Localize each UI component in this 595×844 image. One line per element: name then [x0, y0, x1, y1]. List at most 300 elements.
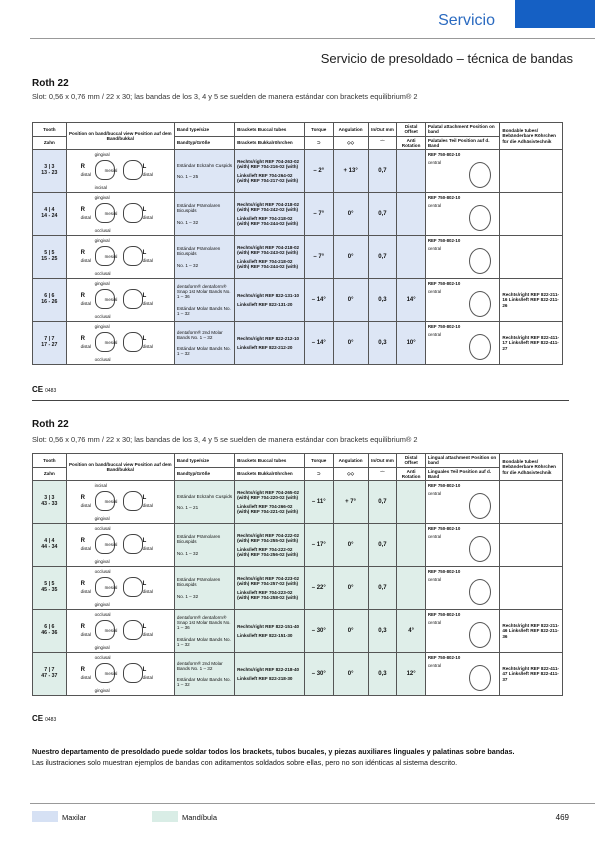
- distal-label-left: distal: [142, 675, 153, 681]
- ang-value: + 13°: [333, 150, 368, 193]
- attachment-ref: REF 750-802-10: [427, 612, 461, 618]
- band-type-cell: [174, 322, 234, 365]
- bracket-ref-right: Rechts/right REF 704-265-02 (with) REF 704-220-02 (with): [237, 490, 300, 501]
- left-marker: L: [142, 581, 147, 588]
- inout-value: 0,3: [368, 653, 397, 696]
- tooth-quadrant: 3 | 3: [44, 495, 55, 502]
- attachment-cell: [425, 481, 500, 524]
- tooth-quadrant: 7 | 7: [44, 336, 55, 343]
- band-type: Estándar Prämolaren Bicuspids: [176, 577, 221, 588]
- position-top-label: occlusal: [94, 612, 111, 618]
- brackets-cell: [235, 193, 305, 236]
- col-inout: In/Out mm: [368, 123, 397, 137]
- section-1-slot: Slot: 0,56 x 0,76 mm / 22 x 30; las bandas de los 3, 4 y 5 se suelden de manera estándar con brackets equilibrium® 2: [32, 92, 418, 101]
- bondable-cell: [500, 524, 563, 567]
- inout-value: 0,7: [368, 481, 397, 524]
- table-row: [33, 567, 563, 610]
- offset-value: 10°: [397, 322, 425, 365]
- tooth-quadrant: 6 | 6: [44, 624, 55, 631]
- right-marker: R: [80, 250, 86, 257]
- band-type-cell: [174, 481, 234, 524]
- col-bandtyp: Bandtyp/Größe: [174, 467, 234, 481]
- ang-value: + 7°: [333, 481, 368, 524]
- band-type-cell: [174, 524, 234, 567]
- bracket-ref-right: Rechts/right REF 822-151-40: [237, 624, 300, 630]
- tooth-outline-icon: [123, 534, 143, 554]
- attachment-pos: central: [427, 491, 441, 497]
- inout-value: 0,3: [368, 322, 397, 365]
- bracket-ref-left: Links/left REF 822-218-30: [237, 675, 293, 681]
- bracket-ref-left: Links/left REF 704-222-02 (with) REF 704-256-02 (with): [237, 546, 299, 557]
- left-marker: L: [142, 293, 147, 300]
- bracket-ref-left: Links/left REF 704-218-02 (with) REF 704-244-02 (with): [237, 215, 299, 226]
- col-rotation: Anti Rotation: [397, 136, 425, 150]
- position-bottom-label: occlusal: [94, 314, 111, 320]
- torque-value: – 2°: [304, 150, 333, 193]
- bracket-ref-right: Rechts/right REF 822-218-40: [237, 667, 300, 673]
- tooth-cell: [33, 481, 67, 524]
- left-marker: L: [142, 207, 147, 214]
- band-size: No. 1 – 32: [176, 262, 199, 268]
- tooth-cell: [33, 279, 67, 322]
- distal-label-right: distal: [80, 632, 91, 638]
- col-brackets: Brackets Buccal tubes: [235, 123, 305, 137]
- distal-label-left: distal: [142, 258, 153, 264]
- ang-value: 0°: [333, 236, 368, 279]
- table-row: [33, 236, 563, 279]
- attachment-cell: [425, 322, 500, 365]
- col-torque: Torque: [304, 454, 333, 468]
- table-row: [33, 653, 563, 696]
- tooth-outline-icon: [123, 246, 143, 266]
- ang-value: 0°: [333, 567, 368, 610]
- bracket-ref-right: Rechts/right REF 704-218-02 (with) REF 704-242-02 (with): [237, 202, 300, 213]
- left-marker: L: [142, 164, 147, 171]
- right-marker: R: [80, 581, 86, 588]
- attachment-position: [428, 238, 498, 276]
- bondable-cell: Rechts/right REF 822-411-47 Links/left REF 822-411-37: [500, 653, 563, 696]
- mesial-label: mesial: [104, 211, 118, 217]
- position-bottom-label: gingival: [94, 645, 110, 651]
- position-cell: [66, 610, 174, 653]
- attachment-position: [428, 526, 498, 564]
- band-size: Estándar Molar Bands No. 1 – 32: [176, 636, 231, 648]
- distal-label-right: distal: [80, 172, 91, 178]
- bondable-cell: [500, 236, 563, 279]
- band-type-cell: [174, 279, 234, 322]
- col-offset: Distal Offset: [397, 454, 425, 468]
- band-type-cell: [174, 610, 234, 653]
- legend-swatch-maxilar: [32, 811, 58, 822]
- inout-icon: ⌒: [368, 467, 397, 481]
- position-bottom-label: gingival: [94, 688, 110, 694]
- band-type-cell: [174, 150, 234, 193]
- band-type: dentaform® dentaform® Snap 1st Molar Bands No. 1 – 36: [176, 614, 231, 631]
- offset-value: [397, 236, 425, 279]
- attachment-pos: central: [427, 534, 441, 540]
- ce-mark-1: CE 0483: [32, 385, 57, 394]
- note-normal: Las ilustraciones solo muestran ejemplos de bandas con aditamentos soldados sobre ellas, pero no son idénticas al sistema descrito.: [32, 758, 458, 767]
- ang-value: 0°: [333, 524, 368, 567]
- inout-value: 0,3: [368, 610, 397, 653]
- tooth-oval-icon: [469, 291, 491, 317]
- attachment-cell: [425, 193, 500, 236]
- ang-value: 0°: [333, 279, 368, 322]
- tooth-outline-icon: [123, 289, 143, 309]
- left-marker: L: [142, 495, 147, 502]
- band-type: dentaform® 2nd Molar Bands No. 1 – 32: [176, 329, 223, 340]
- tooth-oval-icon: [469, 665, 491, 691]
- tooth-cell: [33, 567, 67, 610]
- bondable-cell: Rechts/right REF 822-211-46 Links/left REF 822-211-36: [500, 610, 563, 653]
- tooth-quadrant: 5 | 5: [44, 250, 55, 257]
- col-tooth: Tooth: [33, 123, 67, 137]
- bracket-ref-left: Links/left REF 822-131-20: [237, 301, 293, 307]
- col-attachment: Palatal attachment Position on band: [425, 123, 500, 137]
- distal-label-right: distal: [80, 546, 91, 552]
- position-bottom-label: occlusal: [94, 357, 111, 363]
- band-position-diagram: [69, 324, 172, 362]
- attachment-cell: [425, 236, 500, 279]
- tooth-outline-icon: [123, 620, 143, 640]
- attachment-position: [428, 195, 498, 233]
- band-position-diagram: [69, 152, 172, 190]
- section-1-title: Roth 22: [32, 78, 69, 89]
- tooth-oval-icon: [469, 536, 491, 562]
- position-top-label: gingival: [94, 281, 110, 287]
- col-attachment-de: Linguales Teil Position auf d. Band: [425, 467, 500, 481]
- offset-value: 14°: [397, 279, 425, 322]
- torque-value: – 7°: [304, 236, 333, 279]
- torque-value: – 17°: [304, 524, 333, 567]
- legend-swatch-mandibula: [152, 811, 178, 822]
- distal-label-right: distal: [80, 503, 91, 509]
- mesial-label: mesial: [104, 585, 118, 591]
- tooth-outline-icon: [123, 203, 143, 223]
- tooth-oval-icon: [469, 493, 491, 519]
- col-attachment-de: Palatales Teil Position auf d. Band: [425, 136, 500, 150]
- bracket-ref-left: Links/left REF 822-212-20: [237, 344, 293, 350]
- tooth-outline-icon: [123, 491, 143, 511]
- tooth-oval-icon: [469, 579, 491, 605]
- col-bandtyp: Bandtyp/Größe: [174, 136, 234, 150]
- bondable-cell: Rechts/right REF 822-211-16 Links/left REF 822-211-26: [500, 279, 563, 322]
- col-attachment: Lingual attachment Position on band: [425, 454, 500, 468]
- position-cell: [66, 322, 174, 365]
- tooth-number: 47 - 37: [41, 673, 58, 680]
- torque-value: – 30°: [304, 610, 333, 653]
- inout-icon: ⌒: [368, 136, 397, 150]
- band-type: Estándar Prämolaren Bicuspids: [176, 534, 221, 545]
- distal-label-left: distal: [142, 589, 153, 595]
- tooth-quadrant: 5 | 5: [44, 581, 55, 588]
- position-top-label: gingival: [94, 238, 110, 244]
- left-marker: L: [142, 624, 147, 631]
- offset-value: [397, 150, 425, 193]
- col-bondable: Bondable tubes/ Bebänderbare Röhrchen für die Adhäsivtechnik: [500, 123, 563, 150]
- distal-label-left: distal: [142, 546, 153, 552]
- bracket-ref-left: Links/left REF 704-266-02 (with) REF 704-221-02 (with): [237, 503, 299, 514]
- offset-value: [397, 481, 425, 524]
- band-size: No. 1 – 21: [176, 505, 199, 511]
- attachment-cell: [425, 279, 500, 322]
- position-top-label: gingival: [94, 152, 110, 158]
- brackets-cell: [235, 653, 305, 696]
- offset-value: [397, 567, 425, 610]
- mesial-label: mesial: [104, 340, 118, 346]
- distal-label-left: distal: [142, 172, 153, 178]
- band-size: No. 1 – 25: [176, 174, 199, 180]
- tooth-outline-icon: [123, 160, 143, 180]
- col-tooth: Tooth: [33, 454, 67, 468]
- bracket-ref-right: Rechts/right REF 822-212-10: [237, 336, 300, 342]
- attachment-position: [428, 281, 498, 319]
- tooth-cell: [33, 150, 67, 193]
- tooth-number: 17 - 27: [41, 342, 58, 349]
- distal-label-right: distal: [80, 675, 91, 681]
- attachment-position: [428, 152, 498, 190]
- ce-mark-2: CE 0483: [32, 714, 57, 723]
- position-top-label: occlusal: [94, 655, 111, 661]
- band-position-diagram: [69, 569, 172, 607]
- inout-value: 0,7: [368, 567, 397, 610]
- attachment-pos: central: [427, 246, 441, 252]
- inout-value: 0,7: [368, 236, 397, 279]
- band-type-cell: [174, 236, 234, 279]
- band-type: dentaform® dentaform® Snap 1st Molar Bands No. 1 – 36: [176, 283, 231, 300]
- attachment-ref: REF 750-802-10: [427, 526, 461, 532]
- tooth-number: 16 - 26: [41, 299, 58, 306]
- position-cell: [66, 193, 174, 236]
- tooth-oval-icon: [469, 622, 491, 648]
- tooth-number: 45 - 35: [41, 587, 58, 594]
- distal-label-left: distal: [142, 632, 153, 638]
- distal-label-left: distal: [142, 503, 153, 509]
- bracket-ref-left: Links/left REF 704-223-02 (with) REF 704-258-02 (with): [237, 589, 299, 600]
- band-position-diagram: [69, 281, 172, 319]
- tooth-number: 15 - 25: [41, 256, 58, 263]
- attachment-pos: central: [427, 289, 441, 295]
- bracket-ref-left: Links/left REF 704-264-02 (with) REF 704-217-02 (with): [237, 172, 299, 183]
- bracket-ref-right: Rechts/right REF 704-223-02 (with) REF 704-257-02 (with): [237, 576, 300, 587]
- left-marker: L: [142, 250, 147, 257]
- attachment-cell: [425, 150, 500, 193]
- band-type: Estándar Prämolaren Bicuspids: [176, 203, 221, 214]
- attachment-cell: [425, 653, 500, 696]
- table-row: [33, 150, 563, 193]
- attachment-pos: central: [427, 203, 441, 209]
- right-marker: R: [80, 164, 86, 171]
- table-row: [33, 279, 563, 322]
- mesial-label: mesial: [104, 628, 118, 634]
- distal-label-right: distal: [80, 301, 91, 307]
- right-marker: R: [80, 495, 86, 502]
- col-angulation: Angulation: [333, 123, 368, 137]
- attachment-cell: [425, 567, 500, 610]
- col-offset: Distal Offset: [397, 123, 425, 137]
- mesial-label: mesial: [104, 168, 118, 174]
- tooth-number: 46 - 36: [41, 630, 58, 637]
- attachment-ref: REF 750-802-10: [427, 324, 461, 330]
- position-cell: [66, 653, 174, 696]
- mesial-label: mesial: [104, 297, 118, 303]
- left-marker: L: [142, 667, 147, 674]
- mesial-label: mesial: [104, 254, 118, 260]
- position-top-label: occlusal: [94, 569, 111, 575]
- attachment-ref: REF 750-802-10: [427, 483, 461, 489]
- angulation-icon: ◇◇: [333, 136, 368, 150]
- attachment-ref: REF 750-802-10: [427, 281, 461, 287]
- mesial-label: mesial: [104, 542, 118, 548]
- right-marker: R: [80, 336, 86, 343]
- section-2-slot: Slot: 0,56 x 0,76 mm / 22 x 30; las bandas de los 3, 4 y 5 se suelden de manera estándar con brackets equilibrium® 2: [32, 435, 418, 444]
- inout-value: 0,7: [368, 193, 397, 236]
- col-brackets: Brackets Buccal tubes: [235, 454, 305, 468]
- position-top-label: gingival: [94, 324, 110, 330]
- col-brackets-de: Brackets Bukkalröhrchen: [235, 136, 305, 150]
- section-title: Servicio: [438, 12, 495, 29]
- right-marker: R: [80, 624, 86, 631]
- inout-value: 0,7: [368, 150, 397, 193]
- col-zahn: Zahn: [33, 136, 67, 150]
- tooth-oval-icon: [469, 334, 491, 360]
- tooth-oval-icon: [469, 205, 491, 231]
- brackets-cell: [235, 610, 305, 653]
- section-divider: [32, 400, 569, 401]
- torque-value: – 14°: [304, 279, 333, 322]
- attachment-pos: central: [427, 620, 441, 626]
- bracket-ref-left: Links/left REF 704-218-02 (with) REF 704-244-02 (with): [237, 258, 299, 269]
- tooth-oval-icon: [469, 162, 491, 188]
- torque-value: – 30°: [304, 653, 333, 696]
- distal-label-left: distal: [142, 344, 153, 350]
- col-rotation: Anti Rotation: [397, 467, 425, 481]
- band-type: Estándar Eckzahn Cuspids: [176, 493, 233, 499]
- left-marker: L: [142, 336, 147, 343]
- attachment-cell: [425, 610, 500, 653]
- band-type: dentaform® 2nd Molar Bands No. 1 – 32: [176, 660, 223, 671]
- position-bottom-label: gingival: [94, 516, 110, 522]
- ang-value: 0°: [333, 322, 368, 365]
- band-size: Estándar Molar Bands No. 1 – 32: [176, 677, 231, 688]
- col-position: Position on band/buccal view Position auf dem Band/bukkal: [66, 454, 174, 481]
- position-cell: [66, 150, 174, 193]
- brackets-cell: [235, 236, 305, 279]
- col-angulation: Angulation: [333, 454, 368, 468]
- right-marker: R: [80, 293, 86, 300]
- left-marker: L: [142, 538, 147, 545]
- band-type: Estándar Eckzahn Cuspids: [176, 162, 233, 168]
- spec-table-mandibula: [32, 453, 563, 696]
- attachment-position: [428, 324, 498, 362]
- distal-label-right: distal: [80, 589, 91, 595]
- attachment-pos: central: [427, 160, 441, 166]
- attachment-position: [428, 483, 498, 521]
- page-number: 469: [555, 813, 569, 822]
- right-marker: R: [80, 667, 86, 674]
- header-divider: [30, 38, 595, 39]
- bondable-cell: Rechts/right REF 822-411-17 Links/left REF 822-411-27: [500, 322, 563, 365]
- attachment-pos: central: [427, 332, 441, 338]
- bondable-cell: [500, 193, 563, 236]
- page-subtitle: Servicio de presoldado – técnica de bandas: [320, 51, 573, 66]
- table-row: [33, 481, 563, 524]
- attachment-cell: [425, 524, 500, 567]
- offset-value: 4°: [397, 610, 425, 653]
- section-2-title: Roth 22: [32, 419, 69, 430]
- band-size: Estándar Molar Bands No. 1 – 32: [176, 305, 231, 317]
- position-cell: [66, 279, 174, 322]
- brackets-cell: [235, 322, 305, 365]
- bracket-ref-right: Rechts/right REF 704-222-02 (with) REF 704-255-02 (with): [237, 533, 300, 544]
- header-accent-block: [515, 0, 595, 28]
- brackets-cell: [235, 567, 305, 610]
- note-bold: Nuestro departamento de presoldado puede soldar todos los brackets, tubos bucales, y piezas auxiliares linguales y palatinas sobre bandas.: [32, 747, 515, 756]
- tooth-cell: [33, 653, 67, 696]
- band-type-cell: [174, 567, 234, 610]
- torque-value: – 22°: [304, 567, 333, 610]
- brackets-cell: [235, 481, 305, 524]
- tooth-outline-icon: [123, 663, 143, 683]
- attachment-ref: REF 750-802-10: [427, 238, 461, 244]
- tooth-number: 44 - 34: [41, 544, 58, 551]
- tooth-number: 43 - 33: [41, 501, 58, 508]
- distal-label-right: distal: [80, 258, 91, 264]
- position-cell: [66, 524, 174, 567]
- bracket-ref-right: Rechts/right REF 704-263-02 (with) REF 704-216-02 (with): [237, 159, 300, 170]
- right-marker: R: [80, 207, 86, 214]
- band-position-diagram: [69, 526, 172, 564]
- offset-value: 12°: [397, 653, 425, 696]
- attachment-ref: REF 750-802-10: [427, 152, 461, 158]
- col-torque: Torque: [304, 123, 333, 137]
- position-bottom-label: occlusal: [94, 228, 111, 234]
- mesial-label: mesial: [104, 499, 118, 505]
- tooth-quadrant: 7 | 7: [44, 667, 55, 674]
- tooth-quadrant: 4 | 4: [44, 538, 55, 545]
- brackets-cell: [235, 150, 305, 193]
- band-position-diagram: [69, 195, 172, 233]
- band-position-diagram: [69, 655, 172, 693]
- spec-table-maxilar: [32, 122, 563, 365]
- torque-value: – 7°: [304, 193, 333, 236]
- table-row: [33, 524, 563, 567]
- col-band-type: Band type/size: [174, 123, 234, 137]
- offset-value: [397, 193, 425, 236]
- attachment-pos: central: [427, 577, 441, 583]
- position-cell: [66, 567, 174, 610]
- brackets-cell: [235, 524, 305, 567]
- band-position-diagram: [69, 612, 172, 650]
- distal-label-left: distal: [142, 215, 153, 221]
- angulation-icon: ◇◇: [333, 467, 368, 481]
- tooth-number: 13 - 23: [41, 170, 58, 177]
- col-brackets-de: Brackets Bukkalröhrchen: [235, 467, 305, 481]
- band-size: No. 1 – 32: [176, 550, 199, 556]
- position-top-label: occlusal: [94, 526, 111, 532]
- tooth-outline-icon: [123, 332, 143, 352]
- tooth-cell: [33, 236, 67, 279]
- tooth-number: 14 - 24: [41, 213, 58, 220]
- torque-icon: ⊃: [304, 136, 333, 150]
- band-position-diagram: [69, 483, 172, 521]
- inout-value: 0,7: [368, 524, 397, 567]
- right-marker: R: [80, 538, 86, 545]
- position-top-label: gingival: [94, 195, 110, 201]
- torque-value: – 14°: [304, 322, 333, 365]
- band-position-diagram: [69, 238, 172, 276]
- legend-label-maxilar: Maxilar: [62, 813, 87, 822]
